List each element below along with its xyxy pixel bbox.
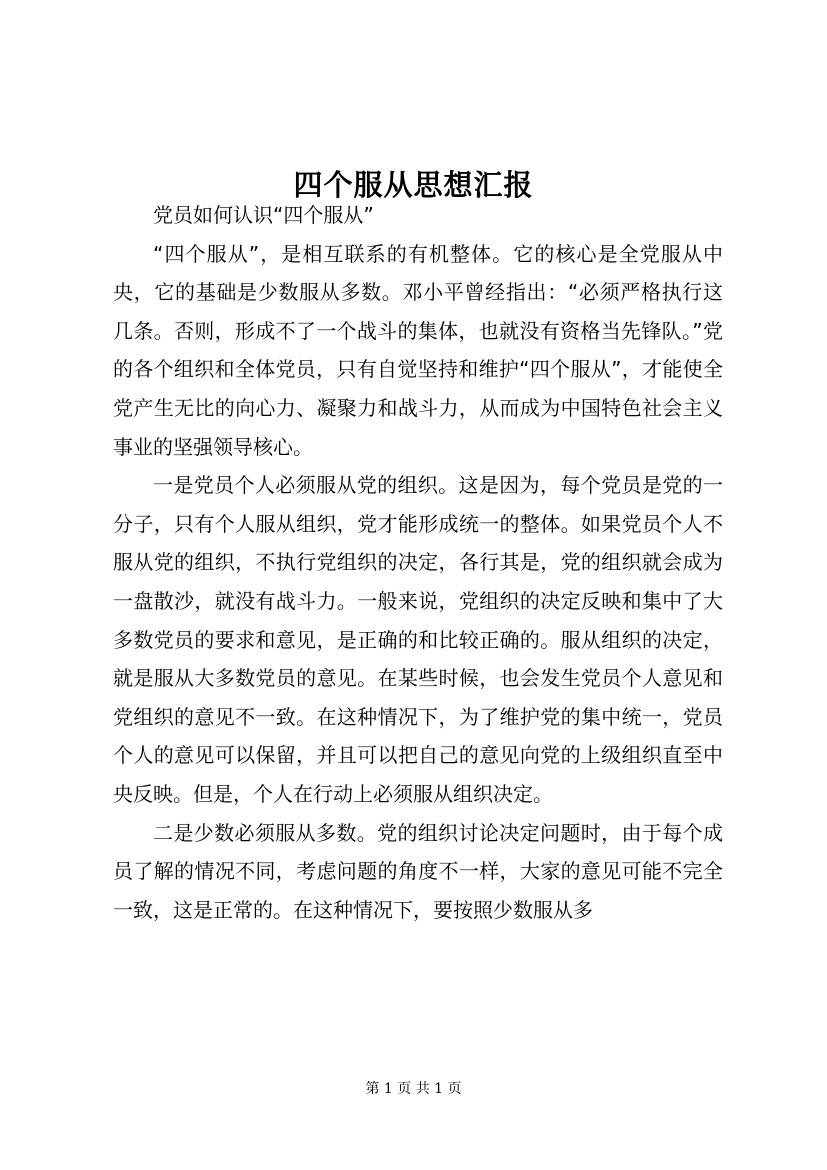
- document-body: [113, 196, 723, 929]
- paragraph-3: 一是党员个人必须服从党的组织。这是因为，每个党员是党的一分子，只有个人服从组织，党才能形成统一的整体。如果党员个人不服从党的组织，不执行党组织的决定，各行其是，党的组织就会成为一盘散沙，就没有战斗力。一般来说，党组织的决定反映和集中了大多数党员的要求和意见，是正确的和比较正确的。服从组织的决定，就是服从大多数党员的意见。在某些时候，也会发生党员个人意见和党组织的意见不一致。在这种情况下，为了维护党的集中统一，党员个人的意见可以保留，并且可以把自己的意见向党的上级组织直至中央反映。但是，个人在行动上必须服从组织决定。: [113, 473, 723, 806]
- paragraph-1: 党员如何认识“四个服从”: [153, 203, 374, 227]
- paragraph-4: 二是少数必须服从多数。党的组织讨论决定问题时，由于每个成员了解的情况不同，考虑问题的角度不一样，大家的意见可能不完全一致，这是正常的。在这种情况下，要按照少数服从多: [113, 820, 723, 922]
- paragraph-2: “四个服从”，是相互联系的有机整体。它的核心是全党服从中央，它的基础是少数服从多数。邓小平曾经指出：“必须严格执行这几条。否则，形成不了一个战斗的集体，也就没有资格当先锋队。”党的各个组织和全体党员，只有自觉坚持和维护“四个服从”，才能使全党产生无比的向心力、凝聚力和战斗力，从而成为中国特色社会主义事业的坚强领导核心。: [113, 241, 723, 459]
- page-footer: 第 1 页 共 1 页: [365, 1081, 462, 1097]
- document-title: 四个服从思想汇报: [293, 168, 534, 203]
